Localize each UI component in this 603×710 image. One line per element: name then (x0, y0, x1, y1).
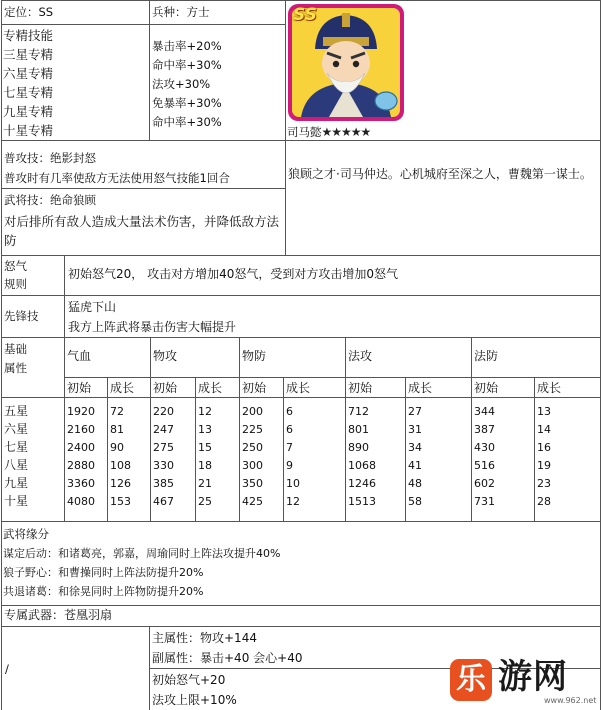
grid-line (1, 397, 601, 398)
attribute-value-cell: 4080 (67, 495, 95, 508)
attribute-value-cell: 153 (110, 495, 131, 508)
rage-label: 怒气 (4, 259, 27, 273)
attribute-value-cell: 126 (110, 477, 131, 490)
attribute-value-cell: 58 (408, 495, 422, 508)
sub-header-initial: 初始 (153, 381, 178, 395)
grid-line (195, 377, 196, 521)
normal-attack-title: 普攻技：绝影封怒 (4, 151, 96, 165)
attribute-column-header: 物攻 (153, 349, 178, 363)
attribute-value-cell: 13 (198, 423, 212, 436)
grid-line (150, 337, 151, 521)
attribute-value-cell: 90 (110, 441, 124, 454)
attribute-value-cell: 9 (286, 459, 293, 472)
attribute-value-cell: 41 (408, 459, 422, 472)
attribute-value-cell: 225 (242, 423, 263, 436)
sub-header-growth: 成长 (110, 381, 135, 395)
mastery-title: 专精技能 (3, 28, 54, 43)
attribute-value-cell: 34 (408, 441, 422, 454)
vanguard-label: 先锋技 (4, 309, 39, 323)
mastery-bonus: 法攻+30% (152, 77, 211, 91)
attribute-value-cell: 10 (286, 477, 300, 490)
attribute-value-cell: 7 (286, 441, 293, 454)
bond-item: 谋定后动：和诸葛亮，郭嘉，周瑜同时上阵法攻提升40% (3, 547, 281, 560)
attribute-value-cell: 6 (286, 405, 293, 418)
attribute-value-cell: 2400 (67, 441, 95, 454)
star-level-label: 九星 (4, 476, 29, 490)
sub-header-initial: 初始 (242, 381, 267, 395)
attribute-value-cell: 801 (348, 423, 369, 436)
attribute-value-cell: 247 (153, 423, 174, 436)
general-skill-title: 武将技：绝命狼顾 (4, 193, 96, 207)
attribute-value-cell: 12 (198, 405, 212, 418)
sub-header-initial: 初始 (67, 381, 92, 395)
attribute-value-cell: 220 (153, 405, 174, 418)
attribute-value-cell: 387 (474, 423, 495, 436)
troop-label: 兵种：方士 (152, 5, 210, 19)
grid-line (239, 337, 240, 521)
grid-line (471, 337, 472, 521)
attribute-value-cell: 712 (348, 405, 369, 418)
bonds-section (3, 525, 280, 601)
mastery-bonus: 暴击率+20% (152, 39, 222, 53)
weapon-main-attr: 主属性：物攻+144 (152, 631, 257, 645)
mastery-bonuses (152, 37, 222, 132)
star-rating: ★★★★★ (321, 125, 371, 139)
attribute-value-cell: 27 (408, 405, 422, 418)
attribute-value-cell: 275 (153, 441, 174, 454)
attribute-value-cell: 602 (474, 477, 495, 490)
attribute-value-cell: 6 (286, 423, 293, 436)
watermark-mark-icon (450, 659, 492, 701)
watermark-logo (450, 655, 598, 707)
attribute-value-cell: 467 (153, 495, 174, 508)
bonds-title: 武将缘分 (3, 527, 49, 541)
attribute-value-cell: 48 (408, 477, 422, 490)
sub-header-growth: 成长 (537, 381, 562, 395)
attribute-column-header: 气血 (67, 349, 92, 363)
attributes-label: 属性 (4, 361, 27, 375)
watermark-text: 游网 (498, 657, 568, 697)
grid-line (345, 337, 346, 521)
weapon-label: 专属武器：苍凰羽扇 (4, 608, 113, 622)
attribute-value-cell: 21 (198, 477, 212, 490)
vanguard-name: 猛虎下山 (68, 300, 117, 314)
grid-line (64, 377, 601, 378)
bond-item: 共退诸葛：和徐晃同时上阵物防提升20% (3, 585, 204, 598)
attribute-value-cell: 31 (408, 423, 422, 436)
grid-line (534, 377, 535, 521)
attribute-value-cell: 200 (242, 405, 263, 418)
attribute-value-cell: 3360 (67, 477, 95, 490)
attribute-value-cell: 300 (242, 459, 263, 472)
mastery-level: 七星专精 (3, 85, 54, 100)
mastery-level: 十星专精 (3, 123, 54, 138)
attributes-label: 基础 (4, 342, 27, 356)
weapon-sub-attr: 副属性：暴击+40 会心+40 (152, 651, 303, 665)
mastery-bonus: 免暴率+30% (152, 96, 222, 110)
attribute-value-cell: 330 (153, 459, 174, 472)
attribute-value-cell: 1246 (348, 477, 376, 490)
attribute-value-cell: 350 (242, 477, 263, 490)
star-level-label: 八星 (4, 458, 29, 472)
attribute-value-cell: 1920 (67, 405, 95, 418)
general-bio: 狼顾之才·司马仲达。心机城府至深之人，曹魏第一谋士。 (288, 167, 592, 181)
mastery-bonus: 命中率+30% (152, 58, 222, 72)
general-skill-desc: 对后排所有敌人造成大量法术伤害，并降低敌方法防 (4, 214, 280, 248)
attribute-value-cell: 18 (198, 459, 212, 472)
attribute-value-cell: 13 (537, 405, 551, 418)
position-label: 定位：SS (4, 5, 54, 19)
mastery-levels (3, 26, 53, 140)
attribute-value-cell: 2880 (67, 459, 95, 472)
rage-label: 规则 (4, 277, 27, 291)
sub-header-growth: 成长 (198, 381, 223, 395)
general-name: 司马懿 (287, 125, 322, 139)
attribute-column-header: 法攻 (348, 349, 373, 363)
star-level-label: 六星 (4, 422, 29, 436)
attribute-value-cell: 385 (153, 477, 174, 490)
bond-item: 狼子野心：和曹操同时上阵法防提升20% (3, 566, 204, 579)
mastery-level: 三星专精 (3, 47, 54, 62)
attribute-value-cell: 16 (537, 441, 551, 454)
ss-badge: SS (293, 5, 317, 25)
attribute-value-cell: 731 (474, 495, 495, 508)
attribute-value-cell: 344 (474, 405, 495, 418)
weapon-slash: / (5, 662, 9, 676)
star-level-label: 十星 (4, 494, 29, 508)
sub-header-growth: 成长 (408, 381, 433, 395)
normal-attack-desc: 普攻时有几率使敌方无法使用怒气技能1回合 (4, 171, 230, 185)
attribute-value-cell: 425 (242, 495, 263, 508)
sub-header-initial: 初始 (348, 381, 373, 395)
weapon-extra: 法攻上限+10% (152, 693, 237, 707)
attribute-column-header: 法防 (474, 349, 499, 363)
attribute-value-cell: 19 (537, 459, 551, 472)
watermark-glyph: 乐 (456, 662, 486, 697)
attribute-value-cell: 890 (348, 441, 369, 454)
attribute-value-cell: 23 (537, 477, 551, 490)
attribute-value-cell: 14 (537, 423, 551, 436)
attribute-value-cell: 516 (474, 459, 495, 472)
attribute-value-cell: 81 (110, 423, 124, 436)
attribute-value-cell: 25 (198, 495, 212, 508)
attribute-value-cell: 108 (110, 459, 131, 472)
attribute-column-header: 物防 (242, 349, 267, 363)
mastery-level: 六星专精 (3, 66, 54, 81)
attribute-value-cell: 72 (110, 405, 124, 418)
grid-line (107, 377, 108, 521)
attribute-value-cell: 250 (242, 441, 263, 454)
attribute-value-cell: 2160 (67, 423, 95, 436)
sub-header-initial: 初始 (474, 381, 499, 395)
grid-line (405, 377, 406, 521)
attribute-value-cell: 1513 (348, 495, 376, 508)
grid-line (283, 377, 284, 521)
attribute-value-cell: 12 (286, 495, 300, 508)
attribute-value-cell: 15 (198, 441, 212, 454)
mastery-bonus: 命中率+30% (152, 115, 222, 129)
sub-header-growth: 成长 (286, 381, 311, 395)
star-level-label: 七星 (4, 440, 29, 454)
attribute-value-cell: 430 (474, 441, 495, 454)
portrait (287, 3, 405, 122)
mastery-level: 九星专精 (3, 104, 54, 119)
attribute-value-cell: 1068 (348, 459, 376, 472)
general-name-row (287, 124, 370, 140)
weapon-extra: 初始怒气+20 (152, 673, 226, 687)
vanguard-desc: 我方上阵武将暴击伤害大幅提升 (68, 320, 237, 334)
watermark-url: www.962.net (544, 696, 597, 705)
star-level-label: 五星 (4, 404, 29, 418)
attribute-value-cell: 28 (537, 495, 551, 508)
rage-text: 初始怒气20， 攻击对方增加40怒气，受到对方攻击增加0怒气 (68, 267, 398, 281)
